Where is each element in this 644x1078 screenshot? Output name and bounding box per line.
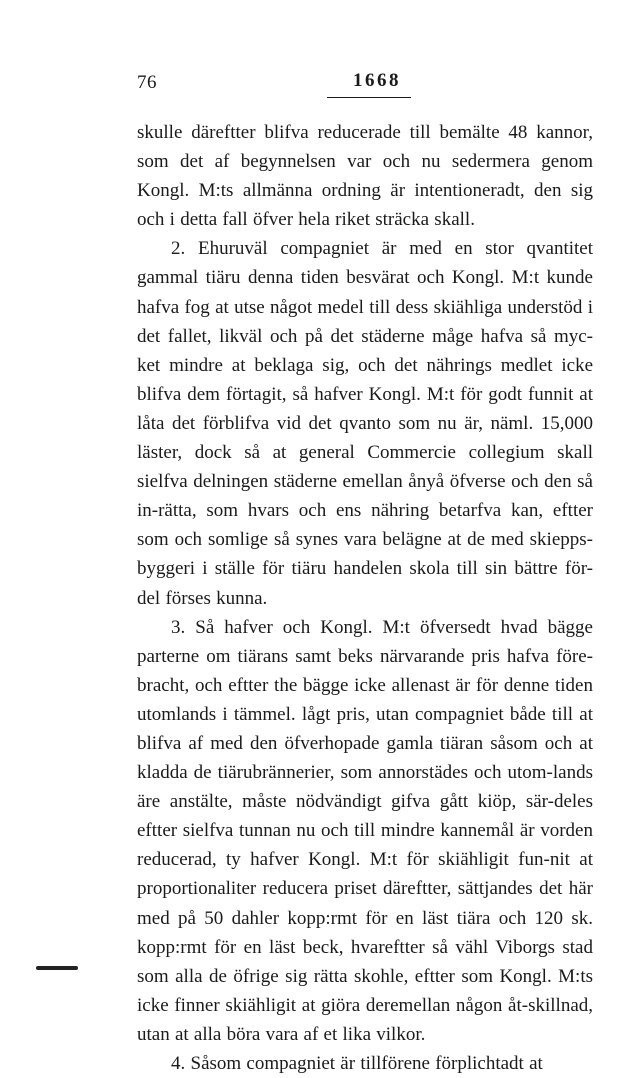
year-heading: 1668 [353,70,401,91]
body-text [137,118,593,1078]
margin-mark [36,966,78,970]
header-underline [327,97,411,98]
page-header [137,66,593,100]
paragraph-3: 3. Så hafver och Kongl. M:t öfversedt hvad bägge parterne om tiärans samt beks närvarande pris hafva före-bracht, och eftter the bägge icke allenast är för denne tiden utomlands i tämmel. lågt pris, utan compagniet både till at blifva af med den öfverhopade gamla tiäran såsom och at kladda de tiärubrännerier, som annorstädes och utom-lands äre anstälte, måste nödvändigt gifva gått kiöp, sär-deles eftter sielfva tunnan nu och till mindre kannemål är vorden reducerad, ty hafver Kongl. M:t för skiähligit fun-nit at proportionaliter reducera priset däreftter, sättjandes det här med på 50 dahler kopp:rmt för en läst tiära och 120 sk. kopp:rmt för en läst beck, hvareftter så vähl Viborgs stad som alla de öfrige sig rätta skohle, eftter som Kongl. M:ts icke finner skiähligit at giöra deremellan någon åt-skillnad, utan at alla böra vara af et lika vilkor. [137,616,593,1045]
page-number: 76 [137,72,157,93]
paragraph-2: 2. Ehuruväl compagniet är med en stor qvantitet gammal tiäru denna tiden besvärat och Kongl. M:t kunde hafva fog at utse något medel till dess skiähliga understöd i det fallet, likväl och på det städerne måge hafva så myc-ket mindre at beklaga sig, och det nährings medlet icke blifva dem förtagit, så hafver Kongl. M:t för godt funnit at låta det förblifva vid det qvanto som nu är, näml. 15,000 läster, dock så at general Commercie collegium skall sielfva delningen städerne emellan ånyå öfverse och den så in-rätta, som hvars och ens nähring betarfva kan, eftter som och somlige så synes vara belägne at de med skiepps-byggeri i ställe för tiäru handelen skola till sin bättre för-del förses kunna. [137,238,593,609]
paragraph-4: 4. Såsom compagniet är tillförene förplichtadt at [171,1053,543,1074]
paragraph-continuation: skulle däreftter blifva reducerade till bemälte 48 kannor, som det af begynnelsen var och nu sedermera genom Kongl. M:ts allmänna ordning är intentioneradt, den sig och i detta fall öfver hela riket sträcka skall. [137,122,593,231]
